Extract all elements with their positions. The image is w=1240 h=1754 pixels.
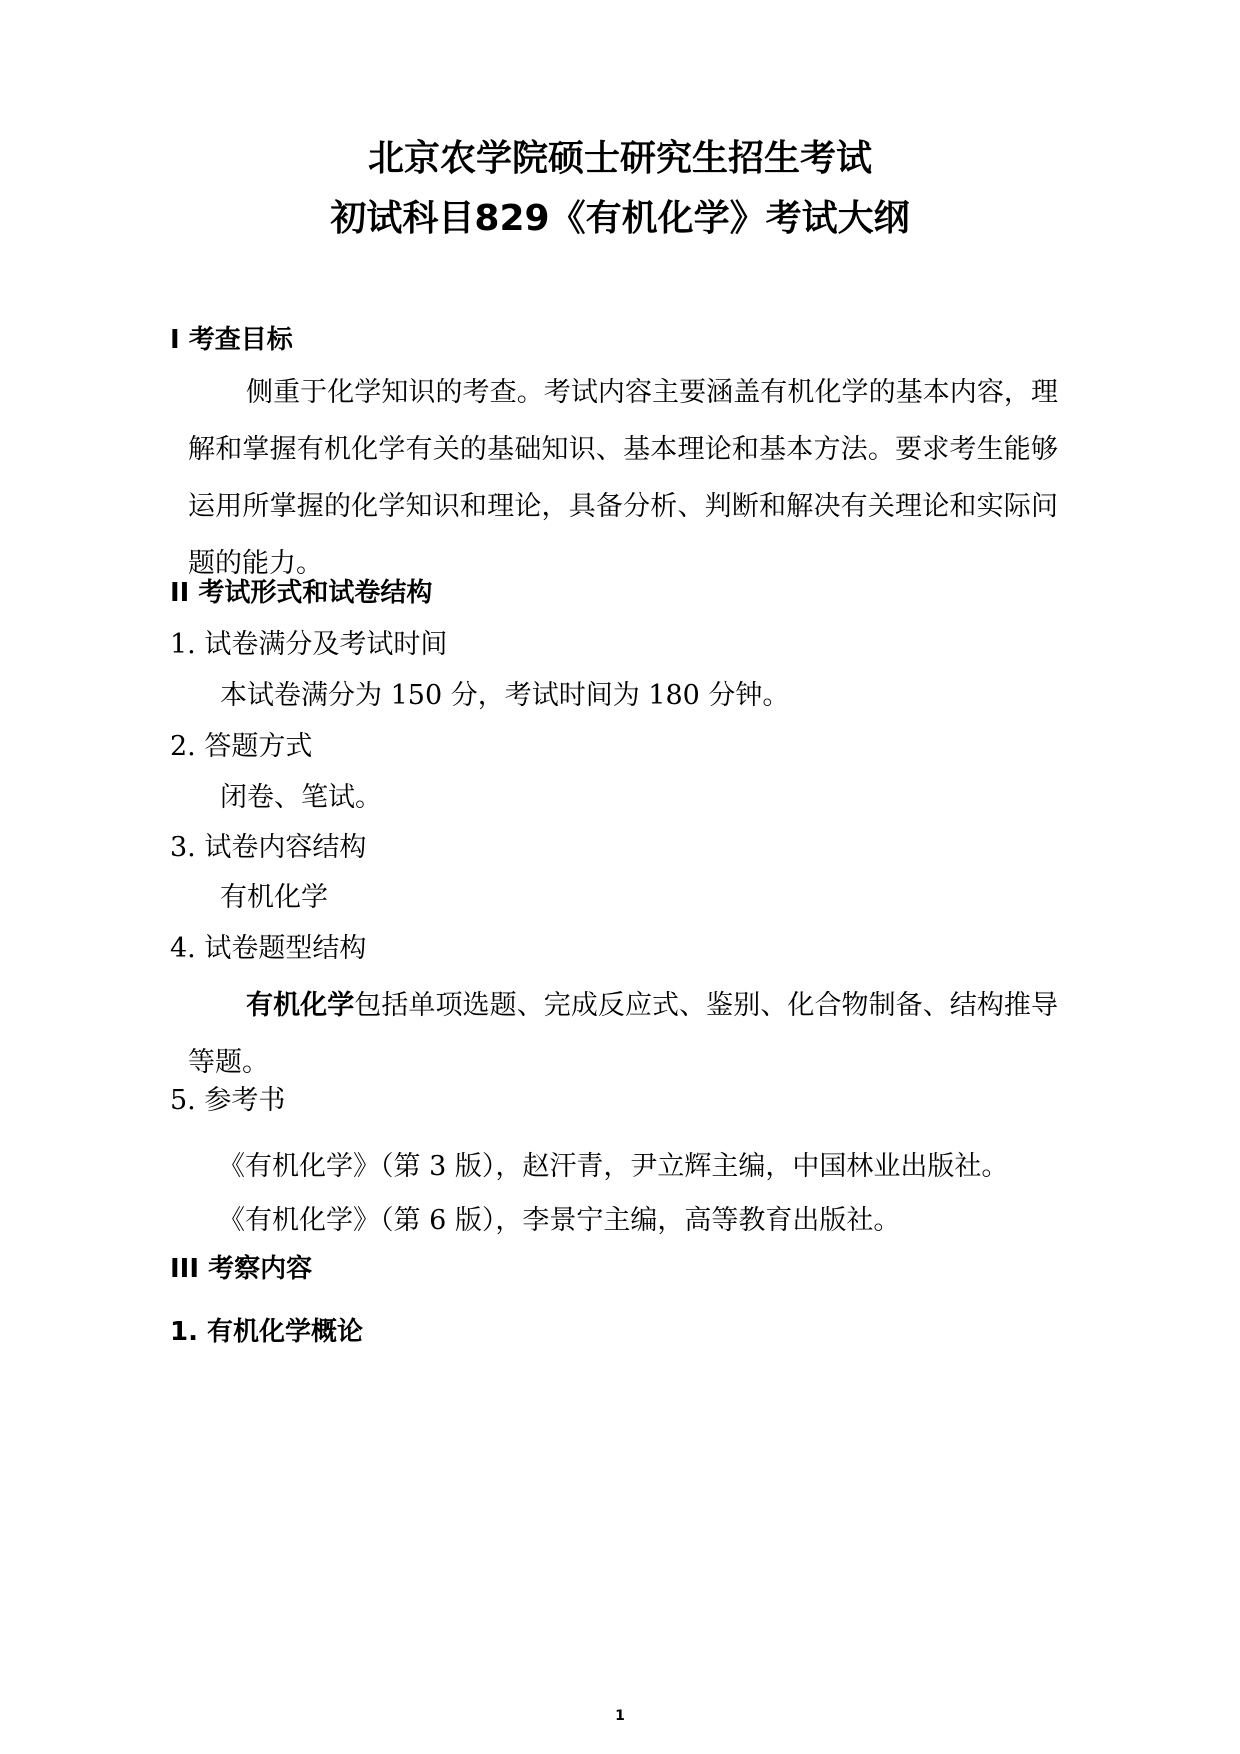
item-title-content-structure: 3. 试卷内容结构 — [170, 832, 367, 863]
reference-book-2: 《有机化学》（第 6 版），李景宁主编，高等教育出版社。 — [218, 1205, 901, 1236]
item-content-answer-method: 闭卷、笔试。 — [220, 782, 382, 813]
item-title-score-time: 1. 试卷满分及考试时间 — [170, 629, 448, 660]
item-title-question-types: 4. 试卷题型结构 — [170, 933, 367, 964]
section-heading-objectives: I 考查目标 — [170, 325, 293, 355]
item-title-answer-method: 2. 答题方式 — [170, 731, 313, 762]
reference-book-1: 《有机化学》（第 3 版），赵汗青，尹立辉主编，中国林业出版社。 — [218, 1151, 1009, 1182]
question-types-description: 包括单项选题、完成反应式、鉴别、化合物制备、结构推导等题。 — [188, 990, 1059, 1078]
objectives-paragraph: 侧重于化学知识的考查。考试内容主要涵盖有机化学的基本内容，理解和掌握有机化学有关的基础知识、基本理论和基本方法。要求考生能够运用所掌握的化学知识和理论，具备分析、判断和解决有关理论和实际问题的能力。 — [188, 377, 1058, 579]
page-number: 1 — [615, 1708, 625, 1724]
item-content-question-types — [188, 977, 1058, 1091]
item-content-content-structure: 有机化学 — [220, 882, 328, 913]
question-types-subject: 有机化学 — [246, 990, 355, 1021]
subsection-heading-organic-intro: 1. 有机化学概论 — [170, 1317, 364, 1347]
section-heading-exam-content: III 考察内容 — [170, 1254, 313, 1284]
document-title-line-2: 初试科目829《有机化学》考试大纲 — [330, 198, 910, 239]
document-title-line-1: 北京农学院硕士研究生招生考试 — [367, 138, 872, 179]
section-heading-exam-format: II 考试形式和试卷结构 — [170, 578, 433, 608]
item-content-score-time: 本试卷满分为 150 分，考试时间为 180 分钟。 — [220, 680, 790, 711]
item-title-reference-books: 5. 参考书 — [170, 1085, 286, 1116]
